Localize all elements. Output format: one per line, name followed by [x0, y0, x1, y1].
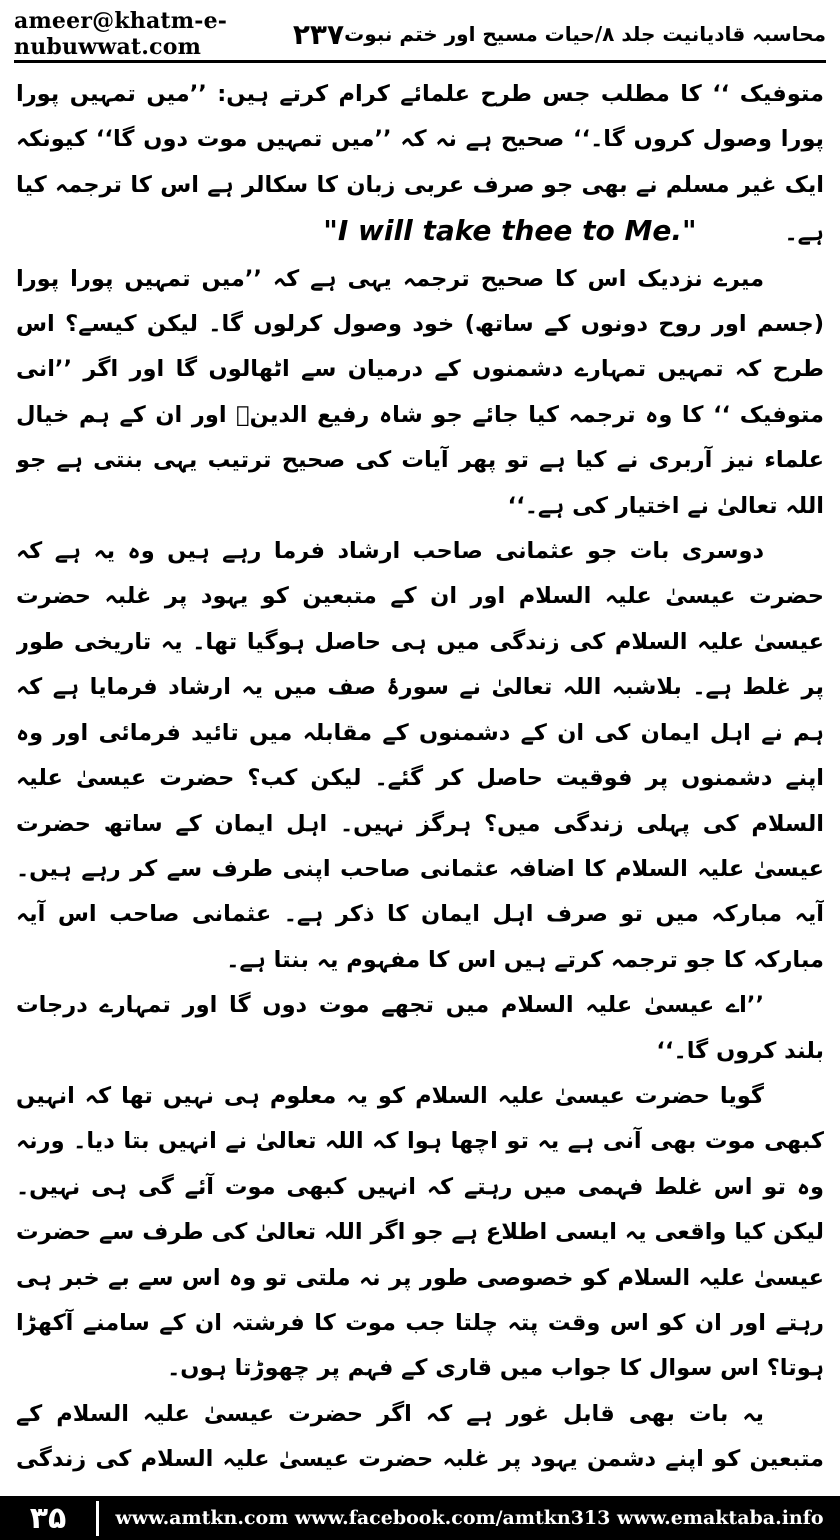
footer-links[interactable]: www.amtkn.com www.facebook.com/amtkn313 www.emaktaba.info	[115, 1507, 824, 1529]
english-quote: "I will take thee to Me."	[323, 214, 697, 248]
page-header	[14, 8, 826, 60]
book-title: محاسبہ قادیانیت جلد ۸/حیات مسیح اور ختم نبوت	[344, 22, 826, 46]
header-divider	[14, 60, 826, 63]
paragraph-2: میرے نزدیک اس کا صحیح ترجمہ یہی ہے کہ ’’میں تمہیں پورا پورا (جسم اور روح دونوں کے ساتھ) خود وصول کرلوں گا۔ لیکن کیسے؟ اس طرح کہ تمہیں تمہارے دشمنوں کے درمیان سے اٹھالوں گا اور اگر ’’انی متوفیک ‘‘ کا وہ ترجمہ کیا جائے جو شاہ رفیع الدینؒ اور ان کے ہم خیال علماء نیز آربری نے کیا ہے تو پھر آیات کی صحیح ترتیب یہی بنتی ہے جو اللہ تعالیٰ نے اختیار کی ہے۔‘‘	[16, 265, 824, 519]
footer-serial-number: ۳۵	[0, 1501, 99, 1536]
paragraph-5: گویا حضرت عیسیٰ علیہ السلام کو یہ معلوم ہی نہیں تھا کہ انہیں کبھی موت بھی آنی ہے یہ تو اچھا ہوا کہ اللہ تعالیٰ نے انہیں بتا دیا۔ ورنہ وہ تو اس غلط فہمی میں رہتے کہ انہیں کبھی موت آئے گی ہی نہیں۔ لیکن کیا واقعی یہ ایسی اطلاع ہے جو اگر اللہ تعالیٰ کی طرف سے حضرت عیسیٰ علیہ السلام کو خصوصی طور پر نہ ملتی تو وہ اس سے بے خبر ہی رہتے اور ان کو اس وقت پتہ چلتا جب موت کا فرشتہ ان کے سامنے آکھڑا ہوتا؟ اس سوال کا جواب میں قاری کے فہم پر چھوڑتا ہوں۔	[16, 1082, 824, 1382]
page-body	[16, 72, 824, 1472]
page-number: ۲۳۷	[292, 17, 345, 51]
header-email[interactable]: ameer@khatm-e-nubuwwat.com	[14, 8, 228, 60]
paragraph-3: دوسری بات جو عثمانی صاحب ارشاد فرما رہے ہیں وہ یہ ہے کہ حضرت عیسیٰ علیہ السلام اور ان کے متبعین کو یہود پر غلبہ حضرت عیسیٰ علیہ السلام کی زندگی میں ہی حاصل ہوگیا تھا۔ یہ تاریخی طور پر غلط ہے۔ بلاشبہ اللہ تعالیٰ نے سورۂ صف میں یہ ارشاد فرمایا ہے کہ ہم نے اہل ایمان کی ان کے دشمنوں کے مقابلہ میں تائید فرمائی اور وہ اپنے دشمنوں پر فوقیت حاصل کر گئے۔ لیکن کب؟ حضرت عیسیٰ علیہ السلام کی پہلی زندگی میں؟ ہرگز نہیں۔ اہل ایمان کے ساتھ حضرت عیسیٰ علیہ السلام کا اضافہ عثمانی صاحب اپنی طرف سے کر رہے ہیں۔ آیہ مبارکہ میں تو صرف اہل ایمان کا ذکر ہے۔ عثمانی صاحب اس آیہ مبارکہ کا جو ترجمہ کرتے ہیں اس کا مفہوم یہ بنتا ہے۔	[16, 538, 824, 973]
paragraph-1-text: متوفیک ‘‘ کا مطلب جس طرح علمائے کرام کرتے ہیں: ’’میں تمہیں پورا پورا وصول کروں گا۔‘‘ صحیح ہے نہ کہ ’’میں تمہیں موت دوں گا‘‘ کیونکہ ایک غیر مسلم نے بھی جو صرف عربی زبان کا سکالر ہے اس کا ترجمہ کیا ہے۔	[16, 81, 824, 247]
page-footer	[0, 1496, 840, 1540]
paragraph-6: یہ بات بھی قابل غور ہے کہ اگر حضرت عیسیٰ علیہ السلام کے متبعین کو اپنے دشمن یہود پر غلبہ حضرت عیسیٰ علیہ السلام کی زندگی	[16, 1400, 824, 1472]
paragraph-4-quote: ’’اے عیسیٰ علیہ السلام میں تجھے موت دوں گا اور تمہارے درجات بلند کروں گا۔‘‘	[16, 992, 824, 1064]
paragraph-1	[16, 72, 824, 257]
